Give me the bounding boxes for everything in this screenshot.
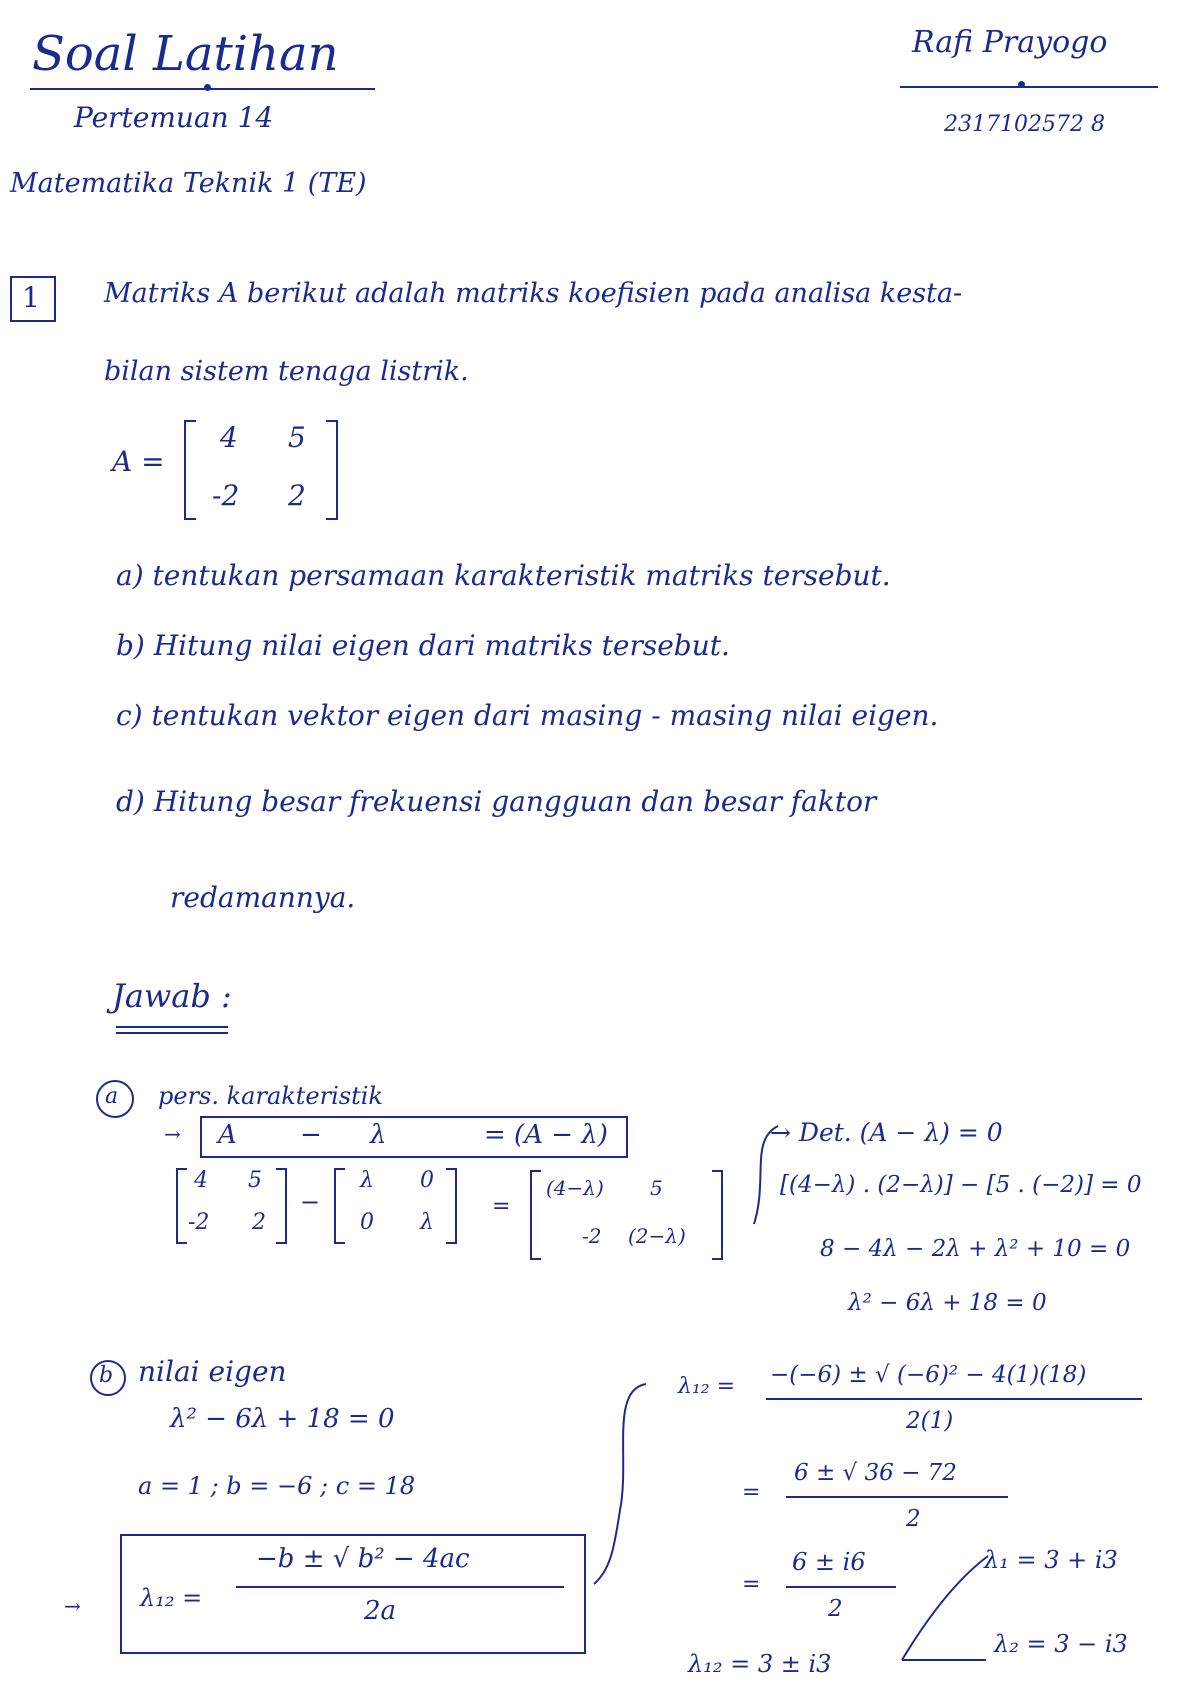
matrix-a-label: A = xyxy=(112,445,165,478)
part-a-box-right: = (A − λ) xyxy=(484,1120,608,1150)
page-title: Soal Latihan xyxy=(32,26,339,82)
answer-heading-underline xyxy=(116,1026,228,1028)
problem-statement-line2: bilan sistem tenaga listrik. xyxy=(104,356,469,387)
part-a-matrix-lambda-left-bracket xyxy=(334,1168,345,1244)
part-b-calc3-equals: = xyxy=(742,1572,761,1597)
part-a-matrix-a-cell: -2 xyxy=(188,1210,210,1235)
part-a-step2: 8 − 4λ − 2λ + λ² + 10 = 0 xyxy=(820,1236,1131,1262)
part-b-calc2-numerator: 6 ± √ 36 − 72 xyxy=(794,1460,957,1486)
name-underline xyxy=(900,86,1158,88)
course-label: Matematika Teknik 1 (TE) xyxy=(10,168,367,199)
problem-number: 1 xyxy=(22,281,40,314)
meeting-label: Pertemuan 14 xyxy=(74,101,274,134)
part-b-calc1-fraction-line xyxy=(766,1398,1142,1400)
matrix-a-cell: 5 xyxy=(288,421,306,454)
part-a-matrix-lambda-right-bracket xyxy=(446,1168,457,1244)
part-a-step1: [(4−λ) . (2−λ)] − [5 . (−2)] = 0 xyxy=(780,1172,1142,1198)
matrix-a-cell: 2 xyxy=(288,479,306,512)
part-a-box-minus: − xyxy=(300,1120,322,1150)
part-b-formula-lhs: λ₁₂ = xyxy=(140,1584,203,1612)
part-a-arrow: → xyxy=(164,1122,181,1146)
part-b-calc2-equals: = xyxy=(742,1480,761,1505)
part-a-box-a: A xyxy=(218,1120,237,1150)
part-b-formula-numerator: −b ± √ b² − 4ac xyxy=(256,1544,470,1574)
part-b-arrow: → xyxy=(64,1594,81,1618)
part-b-equation: λ² − 6λ + 18 = 0 xyxy=(170,1404,395,1434)
part-a-matrix-a-cell: 5 xyxy=(248,1168,262,1193)
part-b-calc2-denominator: 2 xyxy=(906,1506,921,1532)
part-b-label: b xyxy=(99,1363,114,1388)
part-b-connector-curve xyxy=(590,1380,650,1590)
part-a-matrix-a-left-bracket xyxy=(176,1168,187,1244)
part-a-matrix-a-cell: 4 xyxy=(194,1168,208,1193)
student-id: 2317102572 8 xyxy=(944,112,1105,137)
part-a-matrix-result-left-bracket xyxy=(530,1170,541,1260)
part-b-title: nilai eigen xyxy=(138,1355,287,1388)
matrix-a-left-bracket xyxy=(184,420,196,520)
question-d-continued: redamannya. xyxy=(170,881,356,914)
matrix-a-cell: 4 xyxy=(220,421,238,454)
matrix-a-cell: -2 xyxy=(212,479,240,512)
student-name: Rafi Prayogo xyxy=(912,25,1108,60)
part-a-label: a xyxy=(105,1084,119,1109)
part-a-matrix-a-cell: 2 xyxy=(252,1210,266,1235)
part-a-matrix-lambda-cell: 0 xyxy=(360,1210,374,1235)
part-b-calc1-numerator: −(−6) ± √ (−6)² − 4(1)(18) xyxy=(770,1362,1087,1388)
question-d: d) Hitung besar frekuensi gangguan dan besar faktor xyxy=(116,785,877,818)
part-a-step3: λ² − 6λ + 18 = 0 xyxy=(848,1290,1047,1316)
part-b-result-branch xyxy=(896,1550,996,1670)
part-a-minus: − xyxy=(300,1188,321,1216)
part-b-lambda1: λ₁ = 3 + i3 xyxy=(984,1546,1118,1574)
part-a-box-lambda: λ xyxy=(370,1120,387,1150)
problem-statement-line1: Matriks A berikut adalah matriks koefisien pada analisa kesta- xyxy=(104,278,963,309)
matrix-a-right-bracket xyxy=(326,420,338,520)
part-b-calc3-fraction-line xyxy=(786,1586,896,1588)
question-c: c) tentukan vektor eigen dari masing - masing nilai eigen. xyxy=(116,699,939,732)
part-a-title: pers. karakteristik xyxy=(158,1082,383,1110)
answer-heading-underline-2 xyxy=(116,1032,228,1034)
name-dot xyxy=(1018,81,1025,88)
question-a: a) tentukan persamaan karakteristik matriks tersebut. xyxy=(116,559,891,592)
part-a-matrix-result-right-bracket xyxy=(712,1170,723,1260)
part-b-result: λ₁₂ = 3 ± i3 xyxy=(688,1650,832,1678)
part-b-lambda2: λ₂ = 3 − i3 xyxy=(994,1630,1128,1658)
part-b-formula-denominator: 2a xyxy=(364,1596,397,1626)
part-a-matrix-lambda-cell: λ xyxy=(360,1168,374,1193)
part-b-calc3-denominator: 2 xyxy=(828,1596,843,1622)
part-a-matrix-result-cell: (4−λ) xyxy=(546,1176,604,1200)
part-a-matrix-result-cell: (2−λ) xyxy=(628,1224,686,1248)
part-b-calc1-lhs: λ₁₂ = xyxy=(678,1374,736,1399)
part-b-calc1-denominator: 2(1) xyxy=(906,1408,954,1434)
part-a-matrix-lambda-cell: 0 xyxy=(420,1168,434,1193)
part-a-determinant: → Det. (A − λ) = 0 xyxy=(770,1118,1003,1147)
part-b-formula-fraction-line xyxy=(236,1586,564,1588)
part-a-matrix-lambda-cell: λ xyxy=(420,1210,434,1235)
part-a-matrix-a-right-bracket xyxy=(276,1168,287,1244)
part-a-matrix-result-cell: 5 xyxy=(650,1176,663,1200)
title-dot xyxy=(204,84,211,91)
question-b: b) Hitung nilai eigen dari matriks tersebut. xyxy=(116,629,730,662)
part-a-equals: = xyxy=(492,1194,511,1219)
part-b-coefficients: a = 1 ; b = −6 ; c = 18 xyxy=(138,1472,416,1500)
part-a-matrix-result-cell: -2 xyxy=(582,1224,602,1248)
title-underline xyxy=(30,88,375,90)
answer-heading: Jawab : xyxy=(112,977,232,1015)
part-b-calc2-fraction-line xyxy=(786,1496,1008,1498)
part-b-calc3-numerator: 6 ± i6 xyxy=(792,1548,866,1576)
